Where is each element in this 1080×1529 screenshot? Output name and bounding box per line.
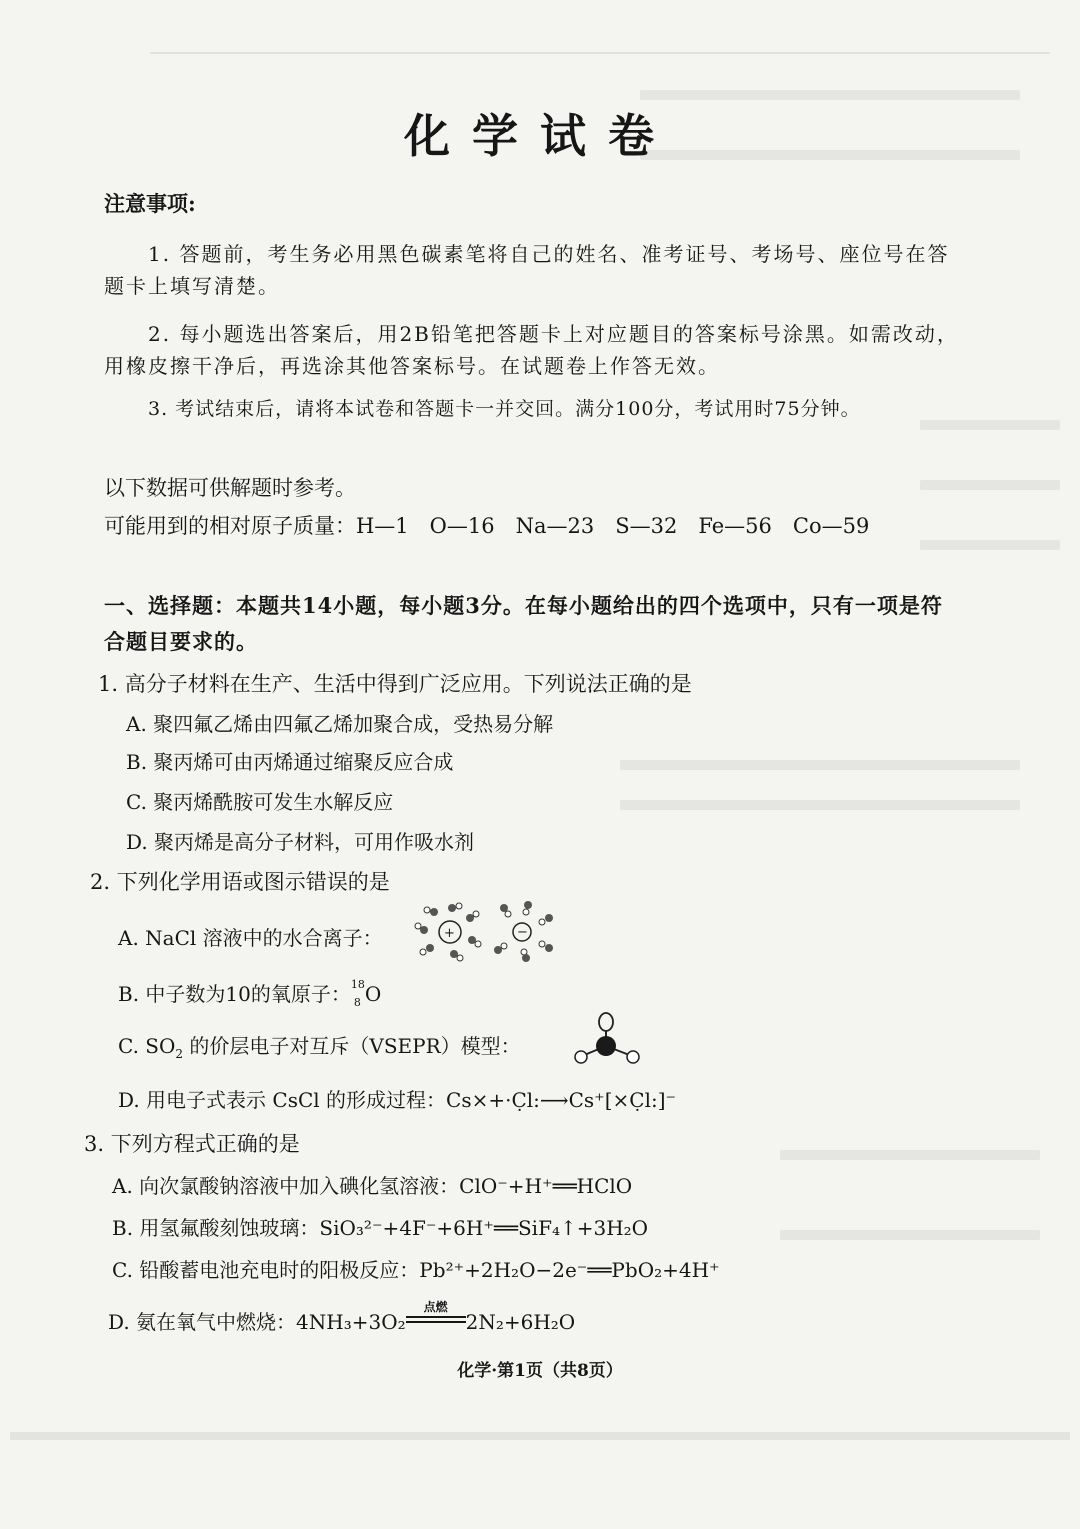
atomic-number: 8	[353, 995, 361, 1009]
question-1-stem: 1. 高分子材料在生产、生活中得到广泛应用。下列说法正确的是	[98, 672, 692, 696]
bleed-through	[620, 760, 1020, 770]
bleed-through	[640, 90, 1020, 100]
question-3-option-b: B. 用氢氟酸刻蚀玻璃：SiO₃²⁻+4F⁻+6H⁺══SiF₄↑+3H₂O	[112, 1216, 649, 1240]
reference-line: 以下数据可供解题时参考。	[104, 476, 356, 500]
element-symbol: O	[364, 982, 382, 1006]
section-heading: 一、选择题：本题共14小题，每小题3分。在每小题给出的四个选项中，只有一项是符	[104, 593, 943, 618]
bleed-through	[920, 480, 1060, 490]
question-3-option-c: C. 铅酸蓄电池充电时的阳极反应：Pb²⁺+2H₂O−2e⁻══PbO₂+4H⁺	[112, 1258, 720, 1282]
hydrated-ions-diagram	[412, 900, 562, 962]
notes-item: 用橡皮擦干净后，再选涂其他答案标号。在试题卷上作答无效。	[104, 354, 720, 378]
question-1-option-d: D. 聚丙烯是高分子材料，可用作吸水剂	[126, 830, 475, 854]
section-heading: 合题目要求的。	[104, 629, 258, 654]
question-3-option-a: A. 向次氯酸钠溶液中加入碘化氢溶液：ClO⁻+H⁺══HClO	[112, 1174, 633, 1198]
option-text: 2N₂+6H₂O	[465, 1310, 576, 1334]
question-2-stem: 2. 下列化学用语或图示错误的是	[90, 870, 390, 894]
option-text: 的价层电子对互斥（VSEPR）模型：	[183, 1034, 521, 1058]
notes-heading: 注意事项:	[104, 191, 196, 216]
option-text: C. SO	[118, 1034, 176, 1058]
page-footer: 化学·第1页（共8页）	[457, 1361, 623, 1381]
atomic-mass-line: 可能用到的相对原子质量：H—1 O—16 Na—23 S—32 Fe—56 Co—59	[104, 514, 870, 538]
question-2-option-c	[118, 1030, 521, 1061]
notes-item: 2. 每小题选出答案后，用2B铅笔把答题卡上对应题目的答案标号涂黑。如需改动，	[148, 322, 959, 346]
reaction-condition: 点燃	[423, 1300, 448, 1314]
scan-edge	[150, 52, 1050, 54]
bleed-through	[920, 540, 1060, 550]
question-2-option-b	[118, 978, 381, 1007]
bleed-through	[620, 800, 1020, 810]
svg-text:+: +	[444, 926, 455, 941]
electron-formula: Cs×+·C̣l:⟶Cs⁺[×C̣l:]⁻	[446, 1088, 677, 1112]
bleed-through	[920, 420, 1060, 430]
option-text: D. 氨在氧气中燃烧：4NH₃+3O₂	[108, 1310, 406, 1334]
vsepr-model-icon	[572, 1012, 644, 1068]
equals-sign	[406, 1316, 466, 1323]
question-1-option-c: C. 聚丙烯酰胺可发生水解反应	[126, 790, 394, 814]
question-2-option-d	[118, 1084, 676, 1113]
notes-item: 1. 答题前，考生务必用黑色碳素笔将自己的姓名、准考证号、考场号、座位号在答	[148, 242, 950, 266]
question-3-stem: 3. 下列方程式正确的是	[84, 1132, 300, 1156]
mass-number: 18	[350, 977, 365, 991]
question-3-option-d	[108, 1300, 576, 1335]
notes-item: 题卡上填写清楚。	[104, 274, 280, 298]
question-1-option-b: B. 聚丙烯可由丙烯通过缩聚反应合成	[126, 750, 454, 774]
svg-text:−: −	[517, 925, 528, 940]
hydrated-cation-icon	[415, 903, 481, 961]
scan-edge	[10, 1432, 1070, 1440]
option-text: B. 中子数为10的氧原子：	[118, 982, 351, 1006]
hydrated-anion-icon	[494, 901, 553, 962]
bleed-through	[780, 1230, 1040, 1240]
page-title: 化学试卷	[404, 109, 676, 163]
option-text: D. 用电子式表示 CsCl 的形成过程：	[118, 1088, 447, 1112]
bleed-through	[780, 1150, 1040, 1160]
question-1-option-a: A. 聚四氟乙烯由四氟乙烯加聚合成，受热易分解	[126, 712, 554, 736]
notes-item: 3. 考试结束后，请将本试卷和答题卡一并交回。满分100分，考试用时75分钟。	[148, 398, 861, 420]
subscript: 2	[175, 1047, 184, 1061]
question-2-option-a: A. NaCl 溶液中的水合离子：	[118, 926, 383, 950]
